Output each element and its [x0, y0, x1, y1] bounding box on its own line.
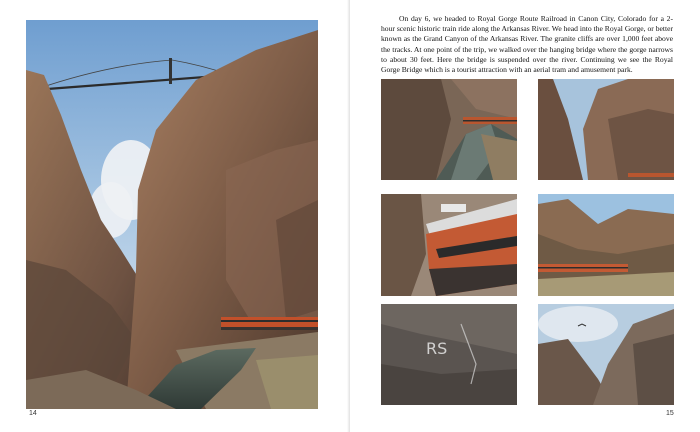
river-tracks-photo	[381, 79, 517, 180]
cliffs-bird-photo	[538, 304, 674, 405]
rock-graffiti-photo	[381, 304, 517, 405]
story-paragraph: On day 6, we headed to Royal Gorge Route Railroad in Canon City, Colorado for a 2-hour scenic historic train ride along the Arkansas River. We head into the Royal Gorge, or better known as the Grand Canyon of the Arkansas River. The granite cliffs are over 1,000 feet above the tracks. At one point of the trip, we walked over the hanging bridge where the gorge narrows to about 30 feet. Here the bridge is suspended over the river. Continuing we see the Royal Gorge Bridge which is a tourist attraction with an aerial tram and amusement park.	[381, 14, 673, 75]
train-hillside-photo	[538, 194, 674, 296]
train-cars-curve-photo	[381, 194, 517, 296]
royal-gorge-bridge-photo	[26, 20, 318, 409]
canyon-walls-photo	[538, 79, 674, 180]
page-number: 14	[29, 410, 37, 417]
svg-text:RS: RS	[426, 339, 448, 358]
page-number: 15	[666, 410, 674, 417]
